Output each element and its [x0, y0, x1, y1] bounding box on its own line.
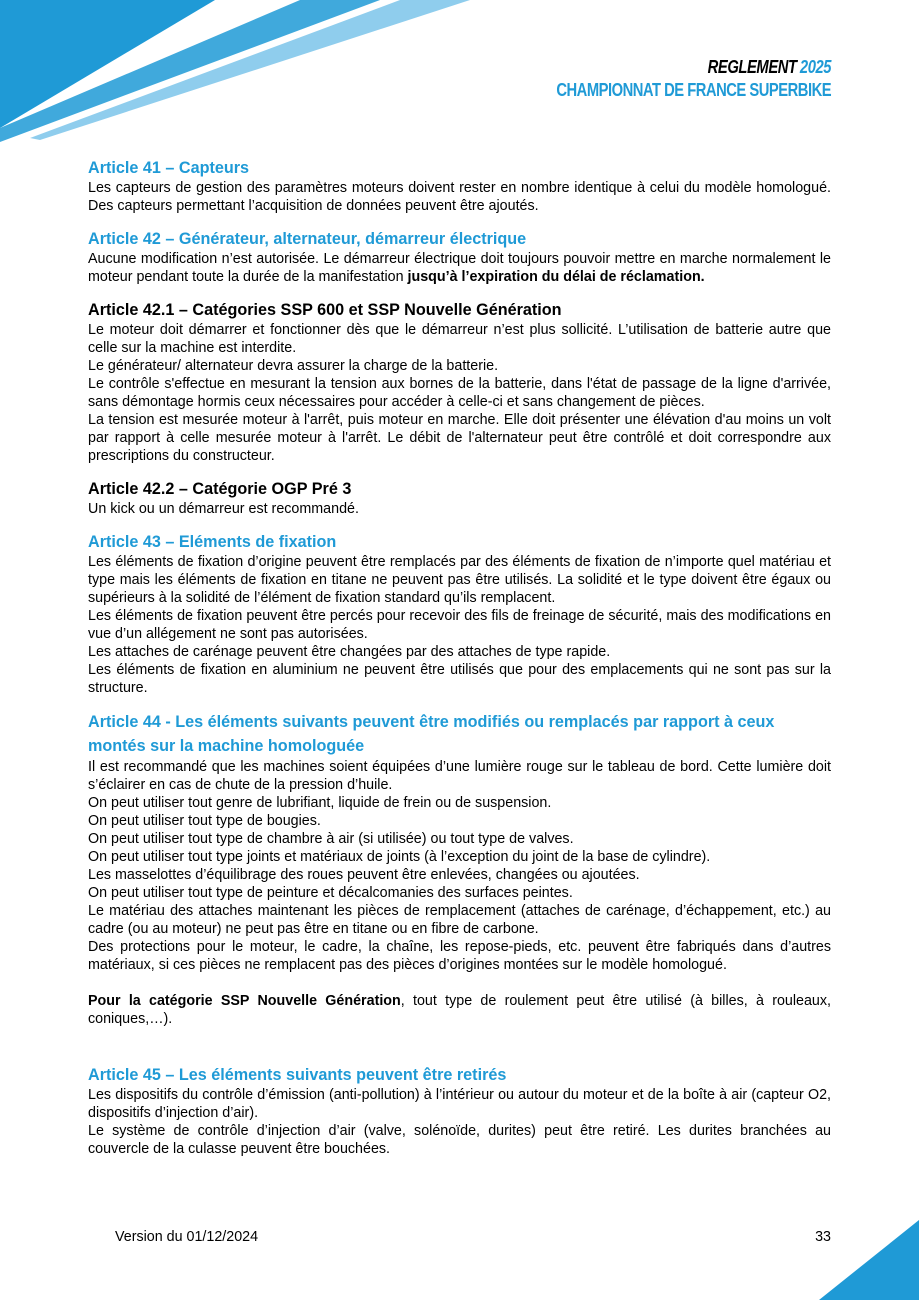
footer-corner-decoration — [819, 1220, 919, 1300]
article-42-1-p1: Le moteur doit démarrer et fonctionner dès que le démarreur n’est plus sollicité. L’utilisation de batterie autre que celle sur la machine est interdite. — [88, 322, 831, 356]
article-42-2 — [88, 478, 831, 518]
article-44-p6: Les masselottes d’équilibrage des roues peuvent être enlevées, changées ou ajoutées. — [88, 867, 640, 883]
header-reglement: REGLEMENT — [707, 57, 797, 77]
article-43-p3: Les attaches de carénage peuvent être changées par des attaches de type rapide. — [88, 644, 611, 660]
article-41 — [88, 157, 831, 215]
article-42-1-p2: Le générateur/ alternateur devra assurer la charge de la batterie. — [88, 358, 499, 374]
article-44-p9: Des protections pour le moteur, le cadre, la chaîne, les repose-pieds, etc. peuvent être fabriqués dans d’autres matériaux, si ces pièces ne remplacent pas des pièces d’origines montées sur le modèle homologué. — [88, 939, 831, 973]
header-reglement-line — [556, 56, 831, 78]
article-42-text-bold: jusqu’à l’expiration du délai de réclamation. — [407, 269, 705, 285]
footer-version: Version du 01/12/2024 — [115, 1229, 259, 1245]
article-42-2-p1: Un kick ou un démarreur est recommandé. — [88, 501, 359, 517]
article-41-title: Article 41 – Capteurs — [88, 159, 250, 177]
article-45 — [88, 1064, 831, 1158]
document-body — [88, 157, 831, 1171]
article-45-p1: Les dispositifs du contrôle d’émission (anti-pollution) à l’intérieur ou autour du moteur et de la boîte à air (capteur O2, dispositifs d’injection d’air). — [88, 1087, 831, 1121]
article-44-p10 — [88, 992, 831, 1028]
article-42-text-regular: Aucune modification n’est autorisée. Le démarreur électrique doit toujours pouvoir mettre en marche normalement le moteur pendant toute la durée de la manifestation — [88, 251, 831, 285]
article-45-title: Article 45 – Les éléments suivants peuvent être retirés — [88, 1066, 507, 1084]
article-44-p10-bold: Pour la catégorie SSP Nouvelle Génération — [88, 993, 401, 1009]
article-43-title: Article 43 – Eléments de fixation — [88, 533, 337, 551]
article-42-text — [88, 250, 831, 286]
header-championship: CHAMPIONNAT DE FRANCE SUPERBIKE — [556, 80, 831, 100]
article-44-p2: On peut utiliser tout genre de lubrifiant, liquide de frein ou de suspension. — [88, 795, 552, 811]
article-44 — [88, 710, 831, 1028]
article-43-p2: Les éléments de fixation peuvent être percés pour recevoir des fils de freinage de sécurité, mais des modifications en vue d’un allégement ne sont pas autorisées. — [88, 608, 831, 642]
article-42-1-p4: La tension est mesurée moteur à l'arrêt, puis moteur en marche. Elle doit présenter une élévation d'au moins un volt par rapport à celle mesurée moteur à l'arrêt. Le débit de l'alternateur peut être contrôlé et doit correspondre aux prescriptions du constructeur. — [88, 412, 831, 464]
article-41-text: Les capteurs de gestion des paramètres moteurs doivent rester en nombre identique à celui du modèle homologué. Des capteurs permettant l’acquisition de données peuvent être ajoutés. — [88, 180, 831, 214]
article-43-p1: Les éléments de fixation d’origine peuvent être remplacés par des éléments de fixation de n’importe quel matériau et type mais les éléments de fixation en titane ne peuvent pas être utilisés. La solidité et le type doivent être égaux ou supérieurs à la solidité de l’élément de fixation standard qu’ils remplacent. — [88, 554, 831, 606]
footer-page-number: 33 — [815, 1229, 831, 1245]
article-43-p4: Les éléments de fixation en aluminium ne peuvent être utilisés que pour des emplacements qui ne sont pas sur la structure. — [88, 662, 831, 696]
article-44-p10-regular: , tout type de roulement peut être utilisé (à billes, à rouleaux, coniques,…). — [88, 993, 832, 1027]
article-44-p8: Le matériau des attaches maintenant les pièces de remplacement (attaches de carénage, d’échappement, etc.) au cadre (ou au moteur) ne peut pas être en titane ou en fibre de carbone. — [88, 903, 831, 937]
header-stripes-decoration — [0, 0, 480, 145]
article-43 — [88, 531, 831, 697]
article-42-1-p3: Le contrôle s'effectue en mesurant la tension aux bornes de la batterie, dans l'état de passage de la ligne d'arrivée, sans démontage hormis ceux nécessaires pour accéder à celle-ci et sans changement de pièces. — [88, 376, 831, 410]
article-44-p5: On peut utiliser tout type joints et matériaux de joints (à l’exception du joint de la base de cylindre). — [88, 849, 711, 865]
article-42-1-title: Article 42.1 – Catégories SSP 600 et SSP Nouvelle Génération — [88, 301, 562, 319]
article-44-p4: On peut utiliser tout type de chambre à air (si utilisée) ou tout type de valves. — [88, 831, 574, 847]
article-45-p2: Le système de contrôle d’injection d’air (valve, solénoïde, durites) peut être retiré. Les durites branchées au couvercle de la culasse peuvent être bouchées. — [88, 1123, 831, 1157]
article-44-p3: On peut utiliser tout type de bougies. — [88, 813, 321, 829]
article-42-1 — [88, 299, 831, 465]
article-42-2-title: Article 42.2 – Catégorie OGP Pré 3 — [88, 480, 352, 498]
article-42 — [88, 228, 831, 286]
article-42-title: Article 42 – Générateur, alternateur, démarreur électrique — [88, 230, 527, 248]
article-44-p1: Il est recommandé que les machines soient équipées d’une lumière rouge sur le tableau de bord. Cette lumière doit s’éclairer en cas de chute de la pression d’huile. — [88, 759, 831, 793]
header-year: 2025 — [799, 57, 831, 77]
article-44-title: Article 44 - Les éléments suivants peuvent être modifiés ou remplacés par rapport à ceux montés sur la machine homologuée — [88, 713, 775, 755]
document-header — [496, 56, 831, 102]
article-44-p7: On peut utiliser tout type de peinture et décalcomanies des surfaces peintes. — [88, 885, 573, 901]
